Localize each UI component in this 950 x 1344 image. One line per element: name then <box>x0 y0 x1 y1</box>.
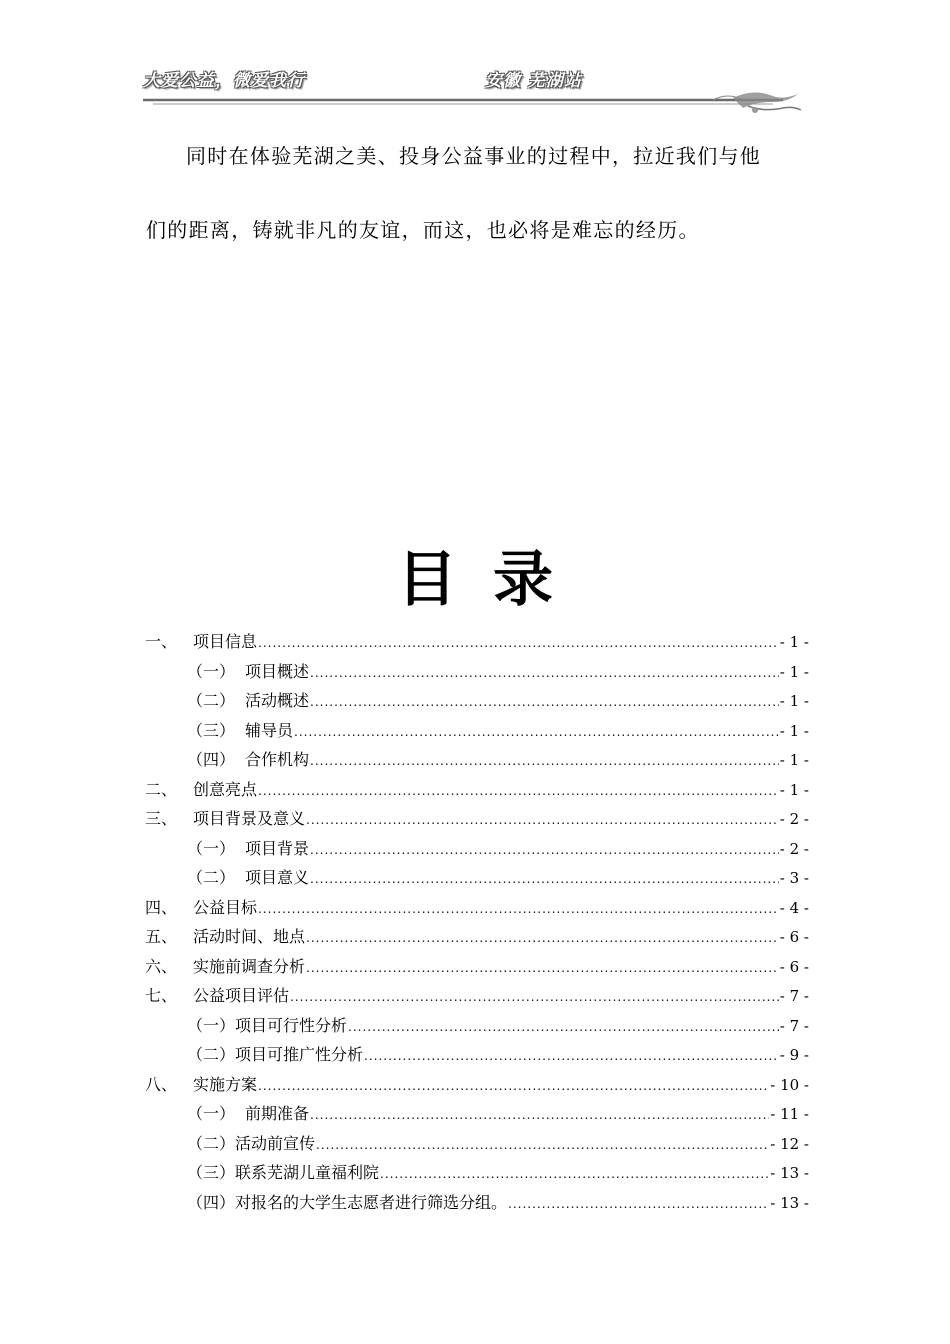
toc-entry-page: - 3 - <box>779 869 809 887</box>
toc-entry-label: 项目背景 <box>245 838 310 858</box>
toc-entry-page: - 7 - <box>779 987 809 1005</box>
toc-title: 目录 <box>397 545 589 615</box>
toc-entry-page: - 9 - <box>779 1046 809 1064</box>
toc-dot-leader <box>364 1042 779 1072</box>
toc-entry-label: 公益目标 <box>193 897 258 917</box>
toc-entry-label: 创意亮点 <box>193 779 258 799</box>
toc-dot-leader <box>310 659 779 689</box>
toc-entry-number: （三） <box>187 720 236 740</box>
toc-dot-leader <box>310 836 779 866</box>
toc-entry[interactable] <box>145 775 809 805</box>
toc-dot-leader <box>294 718 779 748</box>
toc-dot-leader <box>258 1072 769 1102</box>
toc-entry-number: （二） <box>187 691 236 710</box>
toc-entry[interactable] <box>145 1011 809 1041</box>
toc-dot-leader <box>508 1190 769 1220</box>
toc-entry-label: 实施前调查分析 <box>193 956 306 976</box>
toc-entry-page: - 13 - <box>770 1164 809 1182</box>
toc-entry-label: 公益项目评估 <box>193 986 290 1005</box>
toc-entry[interactable] <box>145 1040 809 1070</box>
toc-entry[interactable] <box>145 686 809 716</box>
toc-entry-number: 八、 <box>145 1074 178 1094</box>
toc-entry[interactable] <box>145 1129 809 1159</box>
toc-entry-page: - 1 - <box>779 633 809 651</box>
toc-entry[interactable] <box>145 1070 809 1100</box>
toc-entry-page: - 10 - <box>770 1075 809 1094</box>
toc-entry-page: - 1 - <box>779 692 809 710</box>
toc-entry-page: - 6 - <box>779 928 809 946</box>
toc-entry-label: 项目背景及意义 <box>193 809 306 828</box>
toc-entry-label: 实施方案 <box>193 1074 258 1094</box>
toc-entry-number: 四、 <box>145 897 178 917</box>
toc-entry-page: - 7 - <box>779 1016 809 1035</box>
toc-entry[interactable] <box>145 863 809 893</box>
page-header <box>143 64 803 114</box>
toc-entry-page: - 13 - <box>770 1193 809 1212</box>
body-paragraph-2: 们的距离，铸就非凡的友谊，而这，也必将是难忘的经历。 <box>146 218 700 242</box>
table-of-contents <box>145 627 809 1217</box>
toc-entry-number: （一） <box>187 661 236 681</box>
toc-dot-leader <box>310 1101 769 1131</box>
toc-entry-number: 一、 <box>145 632 178 651</box>
toc-entry-page: - 1 - <box>779 662 809 681</box>
toc-entry-number: （一） <box>187 838 236 858</box>
toc-entry-number: 三、 <box>145 809 178 828</box>
toc-entry-label: 活动时间、地点 <box>193 927 306 946</box>
toc-entry[interactable] <box>145 952 809 982</box>
toc-entry[interactable] <box>145 981 809 1011</box>
toc-entry-label: 活动概述 <box>245 691 310 710</box>
toc-entry-page: - 11 - <box>770 1105 809 1123</box>
toc-entry-page: - 6 - <box>779 957 809 976</box>
toc-dot-leader <box>306 806 779 836</box>
toc-entry-label: 项目可推广性分析 <box>235 1045 364 1064</box>
toc-entry-number: 六、 <box>145 956 178 976</box>
header-location: 安徽 芜湖站 <box>485 71 582 91</box>
toc-dot-leader <box>258 777 779 807</box>
toc-entry[interactable] <box>145 1188 809 1218</box>
toc-dot-leader <box>310 865 779 895</box>
toc-entry-number: （二） <box>187 1133 236 1153</box>
body-paragraph-1: 同时在体验芜湖之美、投身公益事业的过程中，拉近我们与他 <box>186 144 762 168</box>
toc-dot-leader <box>306 954 779 984</box>
toc-entry-page: - 2 - <box>779 810 809 828</box>
toc-entry-label: 项目概述 <box>245 661 310 681</box>
toc-entry[interactable] <box>145 893 809 923</box>
toc-dot-leader <box>348 1013 779 1043</box>
toc-entry-label: 对报名的大学生志愿者进行筛选分组。 <box>235 1192 508 1212</box>
toc-dot-leader <box>258 629 779 659</box>
toc-entry-label: 合作机构 <box>245 750 310 769</box>
toc-entry-number: （四） <box>187 750 236 769</box>
header-divider-ornament <box>143 88 803 114</box>
toc-entry[interactable] <box>145 657 809 687</box>
toc-entry-label: 活动前宣传 <box>235 1133 316 1153</box>
toc-entry-page: - 1 - <box>779 780 809 799</box>
toc-entry-number: （四） <box>187 1192 236 1212</box>
toc-entry-label: 辅导员 <box>245 720 294 740</box>
toc-entry-number: （二） <box>187 1045 236 1064</box>
toc-entry-number: （一） <box>187 1104 236 1123</box>
toc-dot-leader <box>290 983 779 1013</box>
toc-entry-label: 项目信息 <box>193 632 258 651</box>
toc-entry-page: - 2 - <box>779 839 809 858</box>
toc-entry[interactable] <box>145 745 809 775</box>
toc-dot-leader <box>306 924 779 954</box>
toc-entry-label: 项目可行性分析 <box>235 1015 348 1035</box>
toc-entry-label: 前期准备 <box>245 1104 310 1123</box>
toc-entry[interactable] <box>145 716 809 746</box>
toc-entry-page: - 4 - <box>779 898 809 917</box>
toc-dot-leader <box>310 747 779 777</box>
toc-entry-number: （二） <box>187 868 236 887</box>
toc-entry-number: （一） <box>187 1015 236 1035</box>
toc-entry[interactable] <box>145 627 809 657</box>
toc-entry-page: - 12 - <box>770 1134 809 1153</box>
header-slogan: 大爱公益，微爱我行 <box>143 71 305 91</box>
toc-entry-number: （三） <box>187 1163 236 1182</box>
toc-dot-leader <box>258 895 779 925</box>
toc-entry-number: 五、 <box>145 927 178 946</box>
toc-entry[interactable] <box>145 804 809 834</box>
toc-entry-label: 项目意义 <box>245 868 310 887</box>
toc-entry-page: - 1 - <box>779 721 809 740</box>
toc-entry[interactable] <box>145 922 809 952</box>
toc-entry-page: - 1 - <box>779 751 809 769</box>
toc-entry-number: 七、 <box>145 986 178 1005</box>
toc-entry[interactable] <box>145 834 809 864</box>
toc-dot-leader <box>316 1131 769 1161</box>
toc-entry-label: 联系芜湖儿童福利院 <box>235 1163 380 1182</box>
toc-entry-number: 二、 <box>145 779 178 799</box>
toc-entry[interactable] <box>145 1099 809 1129</box>
toc-entry[interactable] <box>145 1158 809 1188</box>
toc-dot-leader <box>380 1160 769 1190</box>
toc-dot-leader <box>310 688 779 718</box>
